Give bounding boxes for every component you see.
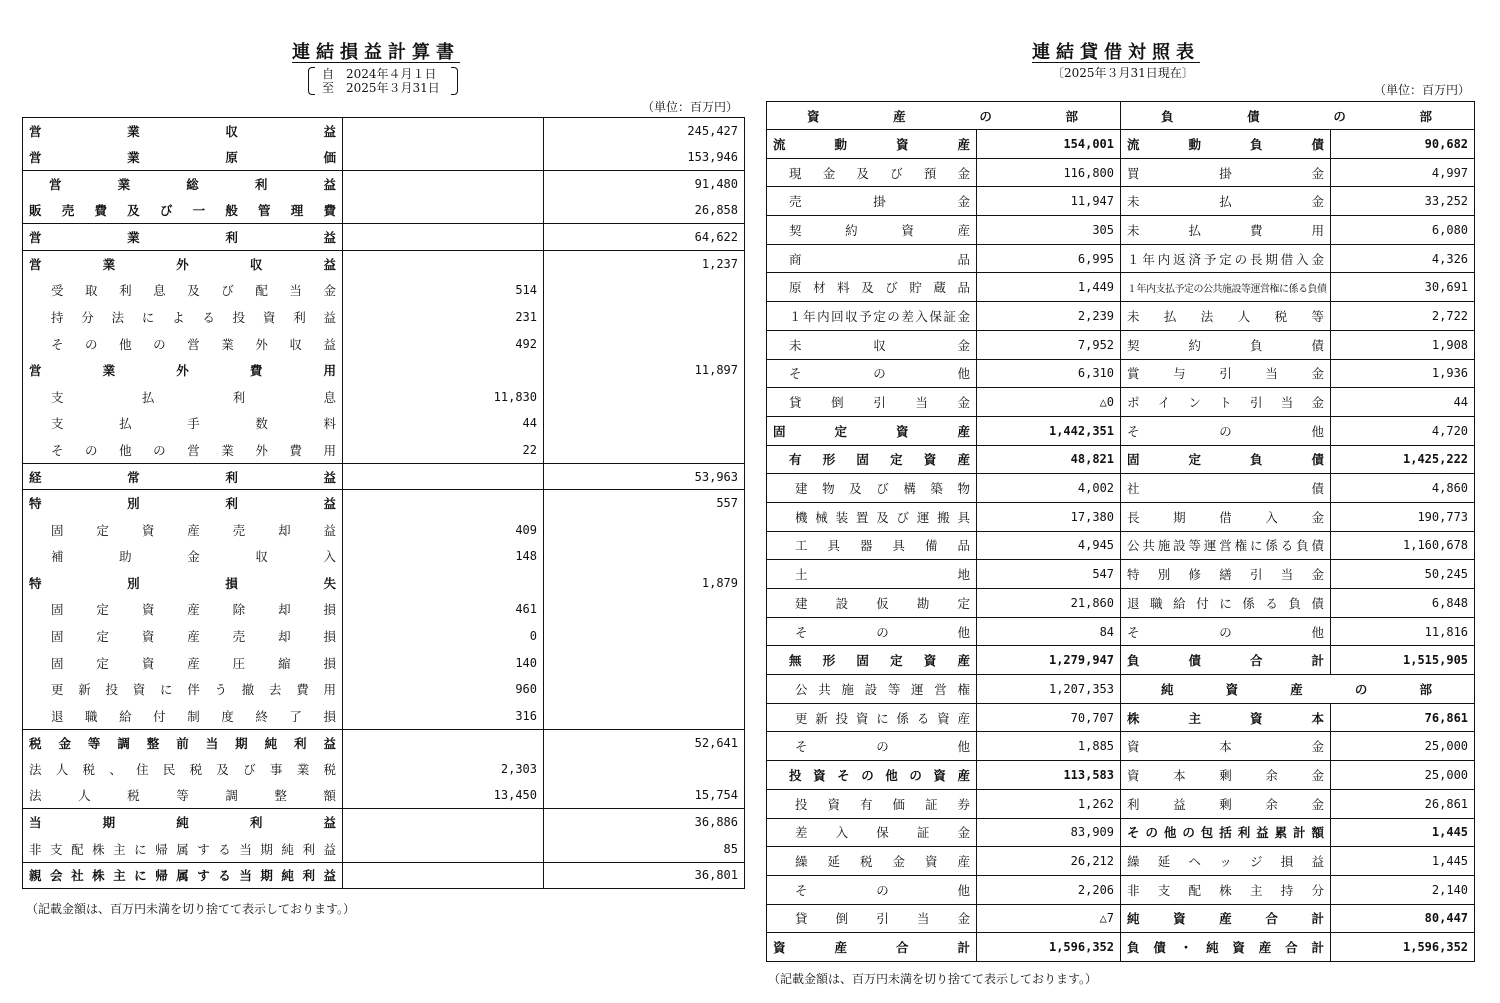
pl-label: 営業総利益 bbox=[23, 171, 343, 198]
pl-inner-value bbox=[343, 729, 544, 756]
liability-label: その他の包括利益累計額 bbox=[1121, 818, 1331, 847]
pl-inner-value: 2,303 bbox=[343, 756, 544, 783]
liability-value: 26,861 bbox=[1331, 789, 1475, 818]
asset-value: 6,310 bbox=[977, 359, 1121, 388]
asset-value: 154,001 bbox=[977, 130, 1121, 159]
pl-inner-value: 148 bbox=[343, 543, 544, 570]
pl-outer-value: 52,641 bbox=[544, 729, 745, 756]
liability-label: 契約負債 bbox=[1121, 330, 1331, 359]
pl-inner-value: 316 bbox=[343, 703, 544, 730]
pl-label: 法人税、住民税及び事業税 bbox=[23, 756, 343, 783]
bs-row bbox=[767, 560, 1475, 589]
pl-row bbox=[23, 224, 745, 251]
pl-row bbox=[23, 596, 745, 623]
pl-row bbox=[23, 570, 745, 597]
liability-label: 未払法人税等 bbox=[1121, 302, 1331, 331]
pl-row bbox=[23, 197, 745, 224]
liability-value: 25,000 bbox=[1331, 761, 1475, 790]
pl-label: 特別損失 bbox=[23, 570, 343, 597]
pl-outer-value: 557 bbox=[544, 490, 745, 517]
pl-outer-value: 11,897 bbox=[544, 357, 745, 384]
pl-outer-value bbox=[544, 676, 745, 703]
pl-label: 当期純利益 bbox=[23, 809, 343, 836]
liability-value: 2,722 bbox=[1331, 302, 1475, 331]
asset-value: 1,279,947 bbox=[977, 646, 1121, 675]
liability-value: 1,936 bbox=[1331, 359, 1475, 388]
pl-outer-value bbox=[544, 756, 745, 783]
pl-outer-value: 15,754 bbox=[544, 782, 745, 809]
bs-row bbox=[767, 388, 1475, 417]
pl-row bbox=[23, 729, 745, 756]
asset-value: 70,707 bbox=[977, 703, 1121, 732]
bs-row bbox=[767, 158, 1475, 187]
pl-outer-value: 85 bbox=[544, 836, 745, 863]
bs-row bbox=[767, 130, 1475, 159]
pl-inner-value: 22 bbox=[343, 437, 544, 464]
asset-value: 113,583 bbox=[977, 761, 1121, 790]
liability-value: 1,445 bbox=[1331, 818, 1475, 847]
pl-label: 営業利益 bbox=[23, 224, 343, 251]
income-statement-table bbox=[22, 117, 745, 889]
asset-label: 投資その他の資産 bbox=[767, 761, 977, 790]
pl-inner-value bbox=[343, 224, 544, 251]
pl-period-to: 至 2025年３月31日 bbox=[322, 81, 440, 95]
pl-label: 営業収益 bbox=[23, 118, 343, 145]
liability-value: 1,445 bbox=[1331, 847, 1475, 876]
liability-label: 非支配株主持分 bbox=[1121, 875, 1331, 904]
asset-value: 6,995 bbox=[977, 244, 1121, 273]
pl-inner-value: 140 bbox=[343, 649, 544, 676]
bs-row bbox=[767, 445, 1475, 474]
pl-row bbox=[23, 118, 745, 145]
pl-period bbox=[308, 67, 458, 95]
asset-value: 4,002 bbox=[977, 474, 1121, 503]
pl-label: 固定資産売却損 bbox=[23, 623, 343, 650]
pl-inner-value: 13,450 bbox=[343, 782, 544, 809]
pl-period-from: 自 2024年４月１日 bbox=[322, 67, 437, 81]
asset-label: 原材料及び貯蔵品 bbox=[767, 273, 977, 302]
pl-inner-value: 514 bbox=[343, 277, 544, 304]
pl-inner-value bbox=[343, 197, 544, 224]
liability-value: 6,080 bbox=[1331, 216, 1475, 245]
pl-outer-value: 1,879 bbox=[544, 570, 745, 597]
bs-row bbox=[767, 187, 1475, 216]
pl-inner-value bbox=[343, 570, 544, 597]
liability-label: 負債合計 bbox=[1121, 646, 1331, 675]
pl-row bbox=[23, 490, 745, 517]
bs-row bbox=[767, 875, 1475, 904]
bs-row bbox=[767, 416, 1475, 445]
pl-outer-value: 53,963 bbox=[544, 463, 745, 490]
bs-note: （記載金額は、百万円未満を切り捨てて表示しております。） bbox=[768, 972, 1098, 986]
pl-row bbox=[23, 144, 745, 171]
pl-outer-value: 36,886 bbox=[544, 809, 745, 836]
liabilities-header: 負債の部 bbox=[1121, 102, 1475, 130]
pl-label: 固定資産圧縮損 bbox=[23, 649, 343, 676]
asset-label: １年内回収予定の差入保証金 bbox=[767, 302, 977, 331]
pl-label: 更新投資に伴う撤去費用 bbox=[23, 676, 343, 703]
bs-header-row bbox=[767, 102, 1475, 130]
pl-outer-value bbox=[544, 649, 745, 676]
pl-outer-value bbox=[544, 596, 745, 623]
liability-label: 社債 bbox=[1121, 474, 1331, 503]
asset-label: 商品 bbox=[767, 244, 977, 273]
bs-row bbox=[767, 502, 1475, 531]
pl-unit: （単位：百万円） bbox=[642, 100, 739, 114]
asset-value: 2,206 bbox=[977, 875, 1121, 904]
bs-row bbox=[767, 273, 1475, 302]
asset-value: 1,262 bbox=[977, 789, 1121, 818]
pl-outer-value: 26,858 bbox=[544, 197, 745, 224]
asset-label: 貸倒引当金 bbox=[767, 904, 977, 933]
pl-label: 固定資産除却損 bbox=[23, 596, 343, 623]
pl-title: 連結損益計算書 bbox=[292, 42, 460, 63]
pl-row bbox=[23, 862, 745, 889]
pl-row bbox=[23, 250, 745, 277]
pl-row bbox=[23, 437, 745, 464]
pl-label: 経常利益 bbox=[23, 463, 343, 490]
asset-label: 固定資産 bbox=[767, 416, 977, 445]
pl-outer-value bbox=[544, 543, 745, 570]
pl-outer-value bbox=[544, 410, 745, 437]
liability-label: 純資産合計 bbox=[1121, 904, 1331, 933]
liability-label: 長期借入金 bbox=[1121, 502, 1331, 531]
pl-row bbox=[23, 516, 745, 543]
pl-label: 特別利益 bbox=[23, 490, 343, 517]
asset-value: 4,945 bbox=[977, 531, 1121, 560]
liability-value: 6,848 bbox=[1331, 589, 1475, 618]
liability-label: １年内返済予定の長期借入金 bbox=[1121, 244, 1331, 273]
pl-row bbox=[23, 809, 745, 836]
pl-row bbox=[23, 383, 745, 410]
bs-total-row bbox=[767, 933, 1475, 962]
pl-inner-value bbox=[343, 809, 544, 836]
total-liab-net-value: 1,596,352 bbox=[1331, 933, 1475, 962]
asset-label: 繰延税金資産 bbox=[767, 847, 977, 876]
bs-row bbox=[767, 244, 1475, 273]
bs-row bbox=[767, 904, 1475, 933]
pl-label: 親会社株主に帰属する当期純利益 bbox=[23, 862, 343, 889]
asset-label: その他 bbox=[767, 359, 977, 388]
bs-row bbox=[767, 646, 1475, 675]
asset-value: 26,212 bbox=[977, 847, 1121, 876]
pl-inner-value: 492 bbox=[343, 330, 544, 357]
bs-row bbox=[767, 703, 1475, 732]
bs-row bbox=[767, 761, 1475, 790]
asset-label: 無形固定資産 bbox=[767, 646, 977, 675]
asset-label: 差入保証金 bbox=[767, 818, 977, 847]
liability-value: 33,252 bbox=[1331, 187, 1475, 216]
bs-row bbox=[767, 789, 1475, 818]
asset-value: △0 bbox=[977, 388, 1121, 417]
pl-label: 受取利息及び配当金 bbox=[23, 277, 343, 304]
bs-row bbox=[767, 302, 1475, 331]
bs-row bbox=[767, 847, 1475, 876]
asset-label: 投資有価証券 bbox=[767, 789, 977, 818]
bs-date: 〔2025年３月31日現在〕 bbox=[1052, 66, 1194, 80]
pl-row bbox=[23, 277, 745, 304]
pl-row bbox=[23, 703, 745, 730]
bs-row bbox=[767, 818, 1475, 847]
pl-outer-value: 36,801 bbox=[544, 862, 745, 889]
pl-outer-value: 91,480 bbox=[544, 171, 745, 198]
asset-value: 1,207,353 bbox=[977, 675, 1121, 704]
pl-row bbox=[23, 543, 745, 570]
bs-row bbox=[767, 330, 1475, 359]
pl-inner-value bbox=[343, 118, 544, 145]
pl-label: 非支配株主に帰属する当期純利益 bbox=[23, 836, 343, 863]
bs-row bbox=[767, 474, 1475, 503]
pl-inner-value: 960 bbox=[343, 676, 544, 703]
pl-note: （記載金額は、百万円未満を切り捨てて表示しております。） bbox=[26, 902, 356, 916]
liability-label: 繰延ヘッジ損益 bbox=[1121, 847, 1331, 876]
pl-inner-value bbox=[343, 250, 544, 277]
pl-label: 営業外収益 bbox=[23, 250, 343, 277]
pl-outer-value bbox=[544, 516, 745, 543]
pl-row bbox=[23, 649, 745, 676]
liability-label: 公共施設等運営権に係る負債 bbox=[1121, 531, 1331, 560]
pl-label: 営業外費用 bbox=[23, 357, 343, 384]
pl-row bbox=[23, 171, 745, 198]
liability-label: 未払費用 bbox=[1121, 216, 1331, 245]
liability-value: 1,515,905 bbox=[1331, 646, 1475, 675]
asset-value: 84 bbox=[977, 617, 1121, 646]
liability-label: その他 bbox=[1121, 617, 1331, 646]
pl-inner-value: 409 bbox=[343, 516, 544, 543]
asset-label: 現金及び預金 bbox=[767, 158, 977, 187]
asset-value: 1,442,351 bbox=[977, 416, 1121, 445]
pl-label: 法人税等調整額 bbox=[23, 782, 343, 809]
pl-outer-value bbox=[544, 304, 745, 331]
liability-label: 株主資本 bbox=[1121, 703, 1331, 732]
pl-inner-value bbox=[343, 862, 544, 889]
pl-outer-value: 1,237 bbox=[544, 250, 745, 277]
asset-value: 7,952 bbox=[977, 330, 1121, 359]
pl-label: 支払利息 bbox=[23, 383, 343, 410]
bs-row bbox=[767, 359, 1475, 388]
pl-outer-value bbox=[544, 383, 745, 410]
total-liab-net-label: 負債・純資産合計 bbox=[1121, 933, 1331, 962]
liability-label: 未払金 bbox=[1121, 187, 1331, 216]
pl-inner-value: 11,830 bbox=[343, 383, 544, 410]
asset-value: 1,449 bbox=[977, 273, 1121, 302]
asset-value: 83,909 bbox=[977, 818, 1121, 847]
liability-label: ポイント引当金 bbox=[1121, 388, 1331, 417]
asset-label: 契約資産 bbox=[767, 216, 977, 245]
liability-value: 1,425,222 bbox=[1331, 445, 1475, 474]
liability-value: 76,861 bbox=[1331, 703, 1475, 732]
pl-row bbox=[23, 410, 745, 437]
liability-label: 特別修繕引当金 bbox=[1121, 560, 1331, 589]
asset-label: 機械装置及び運搬具 bbox=[767, 502, 977, 531]
liability-value: 44 bbox=[1331, 388, 1475, 417]
bs-title: 連結貸借対照表 bbox=[1032, 42, 1200, 63]
pl-outer-value bbox=[544, 623, 745, 650]
liability-value: 11,816 bbox=[1331, 617, 1475, 646]
pl-label: 持分法による投資利益 bbox=[23, 304, 343, 331]
liability-value: 80,447 bbox=[1331, 904, 1475, 933]
pl-label: 補助金収入 bbox=[23, 543, 343, 570]
pl-label: 支払手数料 bbox=[23, 410, 343, 437]
net-assets-header: 純資産の部 bbox=[1121, 675, 1475, 704]
asset-label: 工具器具備品 bbox=[767, 531, 977, 560]
asset-value: 11,947 bbox=[977, 187, 1121, 216]
pl-outer-value: 153,946 bbox=[544, 144, 745, 171]
asset-value: 547 bbox=[977, 560, 1121, 589]
pl-outer-value: 64,622 bbox=[544, 224, 745, 251]
pl-outer-value: 245,427 bbox=[544, 118, 745, 145]
total-assets-label: 資産合計 bbox=[767, 933, 977, 962]
pl-inner-value bbox=[343, 463, 544, 490]
liability-value: 2,140 bbox=[1331, 875, 1475, 904]
pl-row bbox=[23, 357, 745, 384]
pl-row bbox=[23, 623, 745, 650]
liability-label: 賞与引当金 bbox=[1121, 359, 1331, 388]
assets-header: 資産の部 bbox=[767, 102, 1121, 130]
liability-label: 利益剰余金 bbox=[1121, 789, 1331, 818]
asset-value: 21,860 bbox=[977, 589, 1121, 618]
asset-value: 116,800 bbox=[977, 158, 1121, 187]
pl-outer-value bbox=[544, 703, 745, 730]
asset-label: 公共施設等運営権 bbox=[767, 675, 977, 704]
balance-sheet-table bbox=[766, 101, 1475, 962]
asset-label: 有形固定資産 bbox=[767, 445, 977, 474]
asset-label: 流動資産 bbox=[767, 130, 977, 159]
pl-label: 退職給付制度終了損 bbox=[23, 703, 343, 730]
pl-row bbox=[23, 304, 745, 331]
pl-inner-value bbox=[343, 357, 544, 384]
pl-inner-value: 231 bbox=[343, 304, 544, 331]
pl-row bbox=[23, 676, 745, 703]
liability-value: 90,682 bbox=[1331, 130, 1475, 159]
asset-label: 建物及び構築物 bbox=[767, 474, 977, 503]
bs-row bbox=[767, 216, 1475, 245]
bs-row bbox=[767, 732, 1475, 761]
liability-label: １年内支払予定の公共施設等運営権に係る負債 bbox=[1121, 273, 1331, 302]
bs-row bbox=[767, 675, 1475, 704]
pl-inner-value bbox=[343, 490, 544, 517]
pl-label: 営業原価 bbox=[23, 144, 343, 171]
asset-value: △7 bbox=[977, 904, 1121, 933]
liability-value: 50,245 bbox=[1331, 560, 1475, 589]
liability-value: 1,160,678 bbox=[1331, 531, 1475, 560]
asset-value: 1,885 bbox=[977, 732, 1121, 761]
liability-label: 退職給付に係る負債 bbox=[1121, 589, 1331, 618]
pl-outer-value bbox=[544, 330, 745, 357]
liability-value: 4,860 bbox=[1331, 474, 1475, 503]
liability-value: 4,720 bbox=[1331, 416, 1475, 445]
asset-label: 売掛金 bbox=[767, 187, 977, 216]
asset-label: 建設仮勘定 bbox=[767, 589, 977, 618]
bs-row bbox=[767, 617, 1475, 646]
pl-row bbox=[23, 463, 745, 490]
pl-outer-value bbox=[544, 437, 745, 464]
pl-row bbox=[23, 782, 745, 809]
bs-unit: （単位：百万円） bbox=[1374, 83, 1471, 97]
pl-inner-value: 0 bbox=[343, 623, 544, 650]
liability-value: 4,326 bbox=[1331, 244, 1475, 273]
asset-label: その他 bbox=[767, 875, 977, 904]
asset-label: 土地 bbox=[767, 560, 977, 589]
pl-row bbox=[23, 836, 745, 863]
liability-label: その他 bbox=[1121, 416, 1331, 445]
asset-label: その他 bbox=[767, 732, 977, 761]
pl-label: 販売費及び一般管理費 bbox=[23, 197, 343, 224]
asset-label: 未収金 bbox=[767, 330, 977, 359]
asset-label: その他 bbox=[767, 617, 977, 646]
pl-row bbox=[23, 756, 745, 783]
liability-label: 固定負債 bbox=[1121, 445, 1331, 474]
pl-label: 固定資産売却益 bbox=[23, 516, 343, 543]
total-assets-value: 1,596,352 bbox=[977, 933, 1121, 962]
asset-value: 305 bbox=[977, 216, 1121, 245]
liability-value: 190,773 bbox=[1331, 502, 1475, 531]
liability-label: 買掛金 bbox=[1121, 158, 1331, 187]
liability-label: 資本剰余金 bbox=[1121, 761, 1331, 790]
pl-label: その他の営業外費用 bbox=[23, 437, 343, 464]
asset-label: 貸倒引当金 bbox=[767, 388, 977, 417]
liability-label: 流動負債 bbox=[1121, 130, 1331, 159]
liability-value: 1,908 bbox=[1331, 330, 1475, 359]
asset-label: 更新投資に係る資産 bbox=[767, 703, 977, 732]
bs-row bbox=[767, 531, 1475, 560]
pl-inner-value bbox=[343, 836, 544, 863]
liability-value: 25,000 bbox=[1331, 732, 1475, 761]
pl-label: 税金等調整前当期純利益 bbox=[23, 729, 343, 756]
asset-value: 17,380 bbox=[977, 502, 1121, 531]
liability-value: 4,997 bbox=[1331, 158, 1475, 187]
bs-row bbox=[767, 589, 1475, 618]
pl-inner-value: 44 bbox=[343, 410, 544, 437]
pl-inner-value bbox=[343, 171, 544, 198]
pl-inner-value: 461 bbox=[343, 596, 544, 623]
asset-value: 48,821 bbox=[977, 445, 1121, 474]
pl-row bbox=[23, 330, 745, 357]
pl-inner-value bbox=[343, 144, 544, 171]
liability-label: 資本金 bbox=[1121, 732, 1331, 761]
pl-outer-value bbox=[544, 277, 745, 304]
pl-label: その他の営業外収益 bbox=[23, 330, 343, 357]
asset-value: 2,239 bbox=[977, 302, 1121, 331]
liability-value: 30,691 bbox=[1331, 273, 1475, 302]
